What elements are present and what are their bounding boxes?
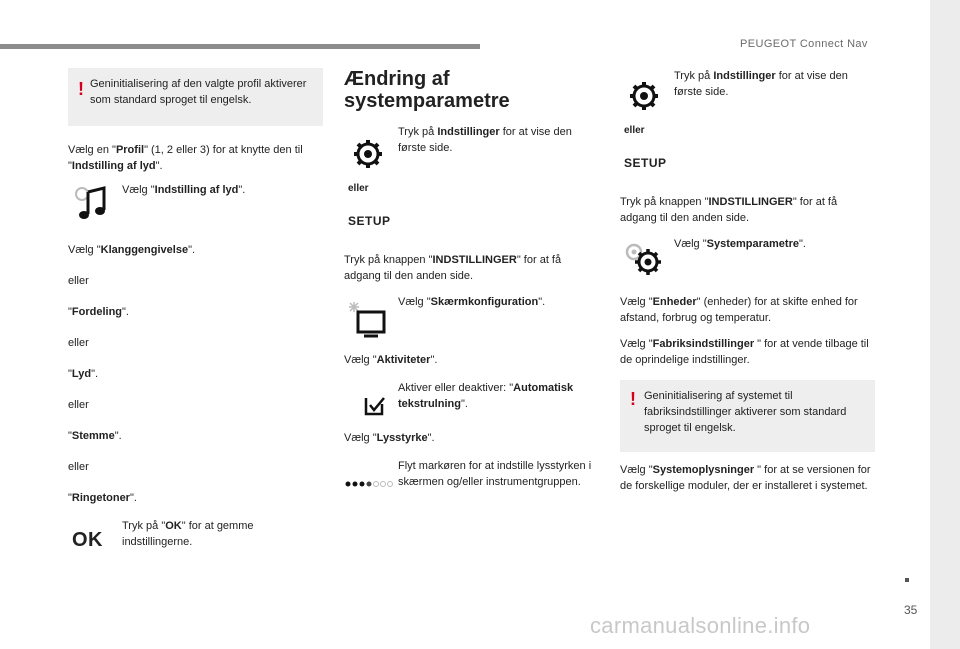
paragraph: eller — [68, 399, 89, 411]
paragraph — [68, 490, 323, 506]
text: ". — [114, 430, 122, 442]
text-bold: Profil — [115, 144, 145, 156]
setup-button-label: SETUP — [624, 156, 667, 170]
text-bold: Klanggengivelse — [100, 244, 189, 256]
text: " for at se versionen for de forskellige moduler, der er installeret i systemet. — [620, 464, 871, 492]
paragraph — [620, 336, 875, 368]
paragraph — [620, 294, 875, 326]
instruction-text — [674, 236, 875, 252]
text-bold: OK — [165, 520, 182, 532]
text: " (enheder) for at skifte enhed for afstand, forbrug og temperatur. — [620, 296, 858, 324]
page-number: 35 — [904, 603, 918, 617]
paragraph: eller — [68, 275, 89, 287]
system-settings-icon — [620, 238, 670, 283]
eller-label: eller — [624, 125, 645, 136]
text: ". — [91, 368, 99, 380]
text: Vælg " — [620, 296, 653, 308]
instruction-text — [398, 124, 594, 156]
text: " for at få adgang til den anden side. — [344, 254, 562, 282]
instruction-text — [398, 294, 594, 310]
text-bold: Ringetoner — [71, 492, 130, 504]
paragraph — [620, 194, 875, 226]
instruction-row — [68, 182, 323, 228]
paragraph — [68, 428, 323, 444]
watermark: carmanualsonline.info — [590, 613, 811, 638]
text: Tryk på " — [122, 520, 166, 532]
paragraph — [344, 430, 594, 446]
column-3 — [620, 68, 875, 494]
text: Vælg " — [68, 244, 101, 256]
settings-gear-icon — [344, 134, 394, 229]
text: Vælg " — [620, 464, 653, 476]
text: ". — [798, 238, 806, 250]
column-2 — [344, 68, 594, 508]
instruction-row — [68, 518, 323, 558]
text: ". — [129, 492, 137, 504]
sound-settings-icon — [68, 182, 118, 227]
text-bold: Lyd — [71, 368, 92, 380]
text: " for at gemme indstillingerne. — [122, 520, 254, 548]
text: Vælg " — [398, 296, 431, 308]
text-bold: INDSTILLINGER — [708, 196, 793, 208]
warning-box — [68, 68, 323, 126]
instruction-text — [674, 68, 875, 100]
warning-box — [620, 380, 875, 452]
text-bold: Fabriksindstillinger — [652, 338, 755, 350]
paragraph — [68, 304, 323, 320]
text: Vælg " — [620, 338, 653, 350]
text: ". — [188, 244, 196, 256]
brightness-slider-icon — [344, 478, 394, 495]
text: " — [68, 368, 72, 380]
text: " — [68, 492, 72, 504]
text: Vælg " — [344, 432, 377, 444]
text: Vælg en " — [68, 144, 116, 156]
text-bold: Fordeling — [71, 306, 123, 318]
text: " — [68, 430, 72, 442]
instruction-row — [620, 236, 875, 284]
text-bold: INDSTILLINGER — [432, 254, 517, 266]
instruction-row — [344, 380, 594, 420]
text: ". — [538, 296, 546, 308]
instruction-text — [122, 182, 323, 198]
text: Tryk på — [674, 70, 714, 82]
instruction-row — [620, 68, 875, 168]
header-rule — [0, 44, 480, 49]
text: ". — [238, 184, 246, 196]
text-bold: Systemoplysninger — [652, 464, 755, 476]
instruction-row — [344, 458, 594, 508]
text: for at vise den første side. — [674, 70, 848, 98]
text: ". — [460, 398, 468, 410]
text: Vælg " — [122, 184, 155, 196]
paragraph — [68, 366, 323, 382]
page-marker — [905, 578, 909, 582]
setup-button-label: SETUP — [348, 214, 391, 228]
text: ". — [122, 306, 129, 318]
text-bold: Enheder — [652, 296, 697, 308]
text-bold: Indstilling af lyd — [154, 184, 239, 196]
text-bold: Stemme — [71, 430, 115, 442]
text: for at vise den første side. — [398, 126, 572, 154]
text: " (1, 2 eller 3) for at knytte den til " — [68, 144, 303, 172]
text: " for at få adgang til den anden side. — [620, 196, 838, 224]
screen-config-icon — [344, 300, 394, 345]
text-bold: Indstillinger — [713, 70, 776, 82]
text: Tryk på — [398, 126, 438, 138]
section-title: Ændring af systemparametre — [344, 68, 510, 112]
ok-button-icon: OK — [72, 529, 103, 551]
paragraph — [344, 252, 594, 284]
warning-icon: ! — [78, 79, 84, 99]
text-bold: Aktiviteter — [376, 354, 431, 366]
paragraph — [620, 462, 875, 494]
instruction-text — [398, 380, 594, 412]
paragraph — [344, 352, 594, 368]
text-bold: Indstillinger — [437, 126, 500, 138]
text: ". — [427, 432, 435, 444]
warning-text: Geninitialisering af systemet til fabriksindstillinger aktiverer som standard sproget til engelsk. — [644, 390, 847, 434]
instruction-row — [344, 294, 594, 342]
paragraph: eller — [68, 337, 89, 349]
instruction-row — [344, 124, 594, 228]
page-header: PEUGEOT Connect Nav — [740, 38, 868, 50]
text-bold: Systemparametre — [706, 238, 799, 250]
instruction-text — [122, 518, 323, 550]
warning-text: Geninitialisering af den valgte profil aktiverer som standard sproget til engelsk. — [90, 78, 307, 106]
text: Tryk på knappen " — [344, 254, 433, 266]
text: " for at vende tilbage til de oprindelige indstillinger. — [620, 338, 869, 366]
text: Vælg " — [344, 354, 377, 366]
checkbox-icon — [344, 390, 394, 425]
text: ". — [155, 160, 163, 172]
text-bold: Automatisk tekstrulning — [398, 382, 574, 410]
text: Vælg " — [674, 238, 707, 250]
paragraph: eller — [68, 461, 89, 473]
text: ". — [430, 354, 438, 366]
text-bold: Indstilling af lyd — [71, 160, 156, 172]
side-strip — [930, 0, 960, 649]
text: Aktiver eller deaktiver: " — [398, 382, 514, 394]
text: " — [68, 306, 72, 318]
column-1 — [68, 68, 323, 558]
warning-icon: ! — [630, 389, 636, 409]
paragraph — [68, 142, 323, 174]
text: Tryk på knappen " — [620, 196, 709, 208]
settings-gear-icon — [620, 76, 670, 171]
paragraph — [68, 242, 323, 258]
instruction-text: Flyt markøren for at indstille lysstyrken i skærmen og/eller instrumentgruppen. — [398, 460, 592, 488]
text-bold: Lysstyrke — [376, 432, 428, 444]
text-bold: Skærmkonfiguration — [430, 296, 539, 308]
eller-label: eller — [348, 183, 369, 194]
